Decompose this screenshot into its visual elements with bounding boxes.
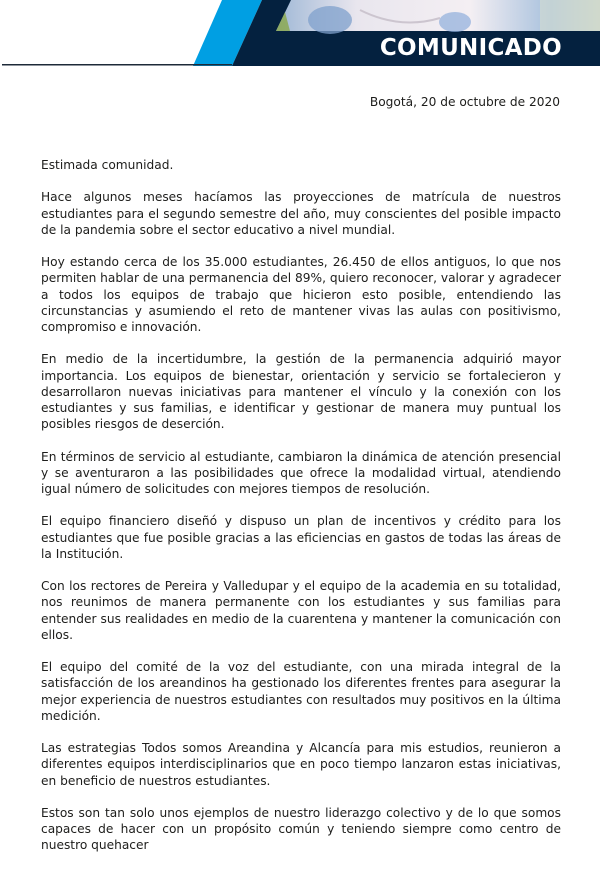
paragraph: Hace algunos meses hacíamos las proyecciones de matrícula de nuestros estudiantes para el segundo semestre del año, muy conscientes del posible impacto de la pandemia sobre el sector educativo a nivel mundial.	[41, 190, 561, 237]
paragraph: El equipo financiero diseñó y dispuso un plan de incentivos y crédito para los estudiantes que fue posible gracias a las eficiencias en gastos de todas las áreas de la Institución.	[41, 514, 561, 561]
paragraph: En términos de servicio al estudiante, cambiaron la dinámica de atención presencial y se aventuraron a las posibilidades que ofrece la modalidad virtual, atendiendo igual número de solicitudes con mejores tiempos de resolución.	[41, 449, 561, 496]
paragraph: Las estrategias Todos somos Areandina y Alcancía para mis estudios, reunieron a diferentes equipos interdisciplinarios que en poco tiempo lanzaron estas iniciativas, en beneficio de nuestros estudiantes.	[41, 741, 561, 788]
header-rule	[2, 64, 232, 66]
paragraph: Hoy estando cerca de los 35.000 estudiantes, 26.450 de ellos antiguos, lo que nos permiten hablar de una permanencia del 89%, quiero reconocer, valorar y agradecer a todos los equipos de trabajo que hicieron esto posible, entendiendo las circunstancias y asumiendo el reto de mantener vivas las aulas con positivismo, compromiso e innovación.	[41, 255, 561, 334]
paragraph: El equipo del comité de la voz del estudiante, con una mirada integral de la satisfacción de los areandinos ha gestionado los diferentes frentes para asegurar la mejor experiencia de nuestros estudiantes con resultados muy positivos en la última medición.	[41, 660, 561, 723]
paragraph: Con los rectores de Pereira y Valledupar y el equipo de la academia en su totalidad, nos reunimos de manera permanente con los estudiantes y sus familias para entender sus realidades en medio de la cuarentena y mantener la comunicación con ellos.	[41, 579, 561, 642]
paragraph: Estos son tan solo unos ejemplos de nuestro liderazgo colectivo y de lo que somos capaces de hacer con un propósito común y teniendo siempre como centro de nuestro quehacer	[41, 805, 561, 853]
header-banner	[0, 0, 600, 66]
letter-body	[41, 157, 561, 870]
page-title: COMUNICADO	[379, 35, 562, 61]
date-line: Bogotá, 20 de octubre de 2020	[369, 95, 560, 109]
greeting: Estimada comunidad.	[41, 158, 174, 172]
paragraph: En medio de la incertidumbre, la gestión de la permanencia adquirió mayor importancia. Los equipos de bienestar, orientación y servicio se fortalecieron y desarrollaron nuevas iniciativas para mantener el vínculo y la conexión con los estudiantes y sus familias, e identificar y gestionar de manera muy puntual los posibles riesgos de deserción.	[41, 352, 561, 432]
